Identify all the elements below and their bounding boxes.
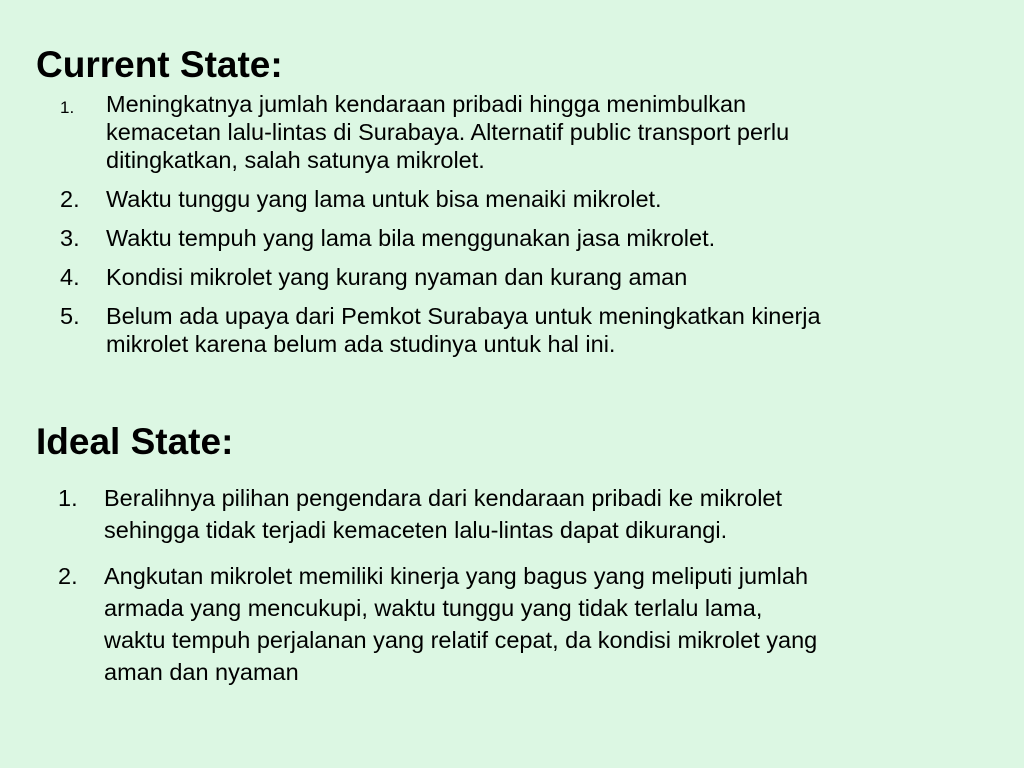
item-text-line: Kondisi mikrolet yang kurang nyaman dan kurang aman <box>106 264 688 290</box>
item-text-line: aman dan nyaman <box>104 659 299 685</box>
item-text-line: ditingkatkan, salah satunya mikrolet. <box>106 147 485 173</box>
item-text-line: armada yang mencukupi, waktu tunggu yang tidak terlalu lama, <box>104 595 763 621</box>
item-text-line: Belum ada upaya dari Pemkot Surabaya untuk meningkatkan kinerja <box>106 303 821 329</box>
item-number: 2. <box>58 563 78 589</box>
item-number: 2. <box>60 186 80 212</box>
item-number: 4. <box>60 264 80 290</box>
item-text-line: Beralihnya pilihan pengendara dari kendaraan pribadi ke mikrolet <box>104 485 783 511</box>
item-text-line: kemacetan lalu-lintas di Surabaya. Alternatif public transport perlu <box>106 119 790 145</box>
item-number: 5. <box>60 303 80 329</box>
item-text-line: Meningkatnya jumlah kendaraan pribadi hingga menimbulkan <box>106 91 747 117</box>
item-number: 1. <box>58 485 78 511</box>
list-item <box>58 560 998 688</box>
current-state-heading: Current State: <box>36 44 283 85</box>
list-item <box>60 185 1000 213</box>
current-state-list <box>60 90 1000 369</box>
item-text-line: waktu tempuh perjalanan yang relatif cepat, da kondisi mikrolet yang <box>104 627 818 653</box>
list-item <box>60 302 1000 358</box>
list-item <box>58 482 998 546</box>
ideal-state-list <box>58 482 998 702</box>
item-text-line: Angkutan mikrolet memiliki kinerja yang bagus yang meliputi jumlah <box>104 563 809 589</box>
ideal-state-heading: Ideal State: <box>36 421 234 462</box>
item-number: 1. <box>60 98 75 117</box>
list-item <box>60 90 1000 174</box>
list-item <box>60 263 1000 291</box>
list-item <box>60 224 1000 252</box>
item-number: 3. <box>60 225 80 251</box>
item-text-line: sehingga tidak terjadi kemaceten lalu-lintas dapat dikurangi. <box>104 517 728 543</box>
item-text-line: mikrolet karena belum ada studinya untuk hal ini. <box>106 331 616 357</box>
item-text-line: Waktu tempuh yang lama bila menggunakan jasa mikrolet. <box>106 225 716 251</box>
item-text-line: Waktu tunggu yang lama untuk bisa menaiki mikrolet. <box>106 186 662 212</box>
